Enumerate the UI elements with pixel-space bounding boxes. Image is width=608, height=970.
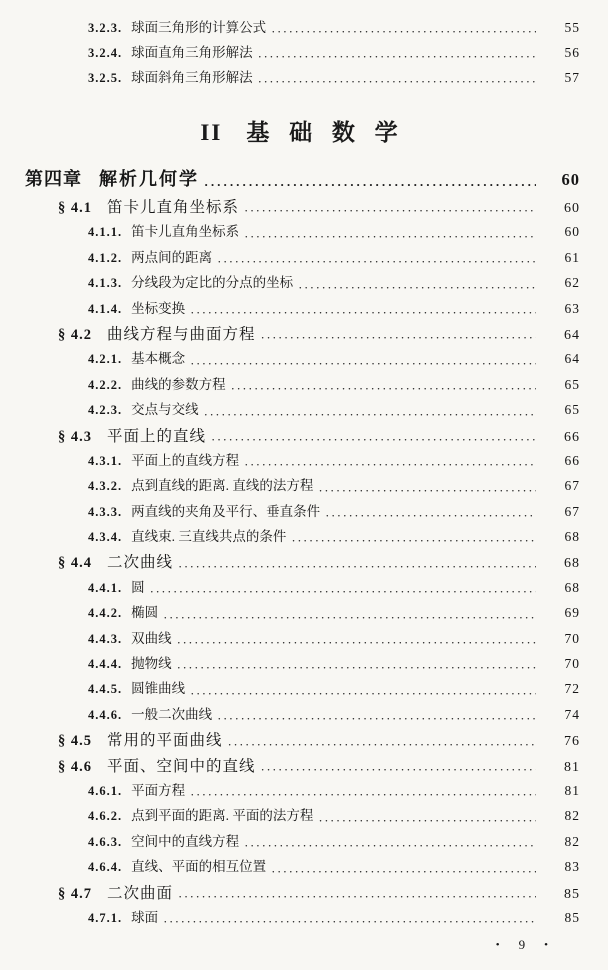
entry-title: 抛物线 bbox=[131, 656, 172, 672]
footer-page-number: 9 bbox=[518, 937, 526, 953]
entry-page-number: 57 bbox=[564, 70, 580, 85]
toc-row bbox=[25, 754, 580, 779]
entry-page-number: 85 bbox=[564, 886, 580, 902]
entry-title: 平面上的直线方程 bbox=[131, 452, 240, 468]
dot-leader bbox=[258, 75, 536, 88]
toc-top-section bbox=[25, 16, 580, 91]
toc-row bbox=[25, 500, 580, 525]
dot-leader bbox=[190, 788, 536, 801]
toc-row bbox=[25, 373, 580, 398]
entry-page-number: 74 bbox=[564, 706, 580, 722]
dot-leader bbox=[228, 738, 536, 751]
part-heading bbox=[25, 114, 580, 149]
dot-leader bbox=[231, 382, 536, 395]
toc-row bbox=[25, 677, 580, 702]
dot-leader bbox=[190, 306, 536, 319]
entry-title: 圆锥曲线 bbox=[131, 681, 186, 697]
toc-row bbox=[25, 550, 580, 575]
dot-leader bbox=[244, 458, 536, 471]
entry-label: 4.3.3. bbox=[88, 504, 123, 519]
entry-label: 4.4.6. bbox=[88, 707, 123, 722]
dot-leader bbox=[178, 890, 536, 903]
entry-label: § 4.6 bbox=[58, 758, 92, 775]
dot-leader bbox=[150, 585, 536, 598]
entry-label: 4.6.4. bbox=[88, 860, 123, 875]
entry-title: 一般二次曲线 bbox=[131, 706, 213, 722]
entry-title: 点到平面的距离. 平面的法方程 bbox=[131, 808, 314, 824]
entry-label: 3.2.3. bbox=[88, 21, 123, 35]
entry-title: 坐标变换 bbox=[131, 300, 186, 316]
toc-row bbox=[25, 728, 580, 753]
entry-page-number: 81 bbox=[564, 782, 580, 798]
entry-page-number: 70 bbox=[564, 656, 580, 672]
entry-label: § 4.3 bbox=[58, 428, 92, 445]
entry-page-number: 64 bbox=[564, 327, 580, 343]
entry-label: § 4.7 bbox=[58, 885, 92, 902]
toc-row bbox=[25, 322, 580, 347]
toc-row bbox=[25, 41, 580, 66]
entry-label: 3.2.4. bbox=[88, 46, 123, 60]
entry-page-number: 76 bbox=[564, 734, 580, 750]
entry-title: 平面、空间中的直线 bbox=[107, 757, 256, 775]
toc-row bbox=[25, 271, 580, 296]
dot-leader bbox=[318, 814, 536, 827]
entry-page-number: 70 bbox=[564, 630, 580, 646]
entry-label: 4.6.1. bbox=[88, 783, 123, 798]
entry-page-number: 83 bbox=[564, 859, 580, 875]
entry-label: 4.3.2. bbox=[88, 479, 123, 494]
dot-leader bbox=[204, 178, 536, 191]
entry-page-number: 68 bbox=[564, 556, 580, 572]
entry-page-number: 65 bbox=[564, 376, 580, 392]
toc-row bbox=[25, 66, 580, 91]
entry-label: § 4.2 bbox=[58, 326, 92, 343]
dot-leader bbox=[163, 611, 536, 624]
entry-page-number: 82 bbox=[564, 808, 580, 824]
entry-title: 曲线的参数方程 bbox=[131, 376, 226, 392]
footer-right-dot-icon: • bbox=[544, 939, 548, 952]
entry-title: 双曲线 bbox=[131, 630, 172, 646]
entry-title: 球面三角形的计算公式 bbox=[131, 20, 267, 35]
entry-page-number: 85 bbox=[564, 909, 580, 925]
entry-title: 椭圆 bbox=[131, 605, 159, 621]
toc-row bbox=[25, 16, 580, 41]
entry-title: 笛卡儿直角坐标系 bbox=[107, 199, 240, 216]
entry-title: 空间中的直线方程 bbox=[131, 833, 240, 849]
entry-page-number: 64 bbox=[564, 351, 580, 367]
entry-page-number: 55 bbox=[564, 20, 580, 35]
toc-row bbox=[25, 830, 580, 855]
entry-title: 直线、平面的相互位置 bbox=[131, 859, 267, 875]
toc-row bbox=[25, 297, 580, 322]
entry-page-number: 66 bbox=[564, 452, 580, 468]
toc-row bbox=[25, 424, 580, 449]
entry-title: 平面上的直线 bbox=[107, 427, 207, 445]
entry-label: 4.3.4. bbox=[88, 530, 123, 545]
toc-row bbox=[25, 804, 580, 829]
dot-leader bbox=[178, 560, 536, 573]
entry-label: 3.2.5. bbox=[88, 71, 123, 85]
entry-page-number: 67 bbox=[564, 478, 580, 494]
dot-leader bbox=[244, 839, 536, 852]
dot-leader bbox=[204, 408, 536, 421]
dot-leader bbox=[271, 865, 536, 878]
entry-page-number: 60 bbox=[564, 201, 580, 216]
entry-page-number: 60 bbox=[564, 224, 580, 240]
page-footer bbox=[25, 936, 580, 954]
entry-title: 两点间的距离 bbox=[131, 249, 213, 265]
entry-label: 4.3.1. bbox=[88, 453, 123, 468]
dot-leader bbox=[177, 636, 536, 649]
toc-row bbox=[25, 449, 580, 474]
entry-title: 球面斜角三角形解法 bbox=[131, 70, 253, 85]
dot-leader bbox=[217, 712, 536, 725]
entry-page-number: 81 bbox=[564, 759, 580, 775]
entry-label: 4.4.2. bbox=[88, 606, 123, 621]
toc-row bbox=[25, 474, 580, 499]
entry-title: 基本概念 bbox=[131, 351, 186, 367]
entry-page-number: 56 bbox=[564, 45, 580, 60]
entry-page-number: 72 bbox=[564, 681, 580, 697]
entry-label: 4.4.1. bbox=[88, 580, 123, 595]
toc-main-section bbox=[25, 165, 580, 931]
dot-leader bbox=[258, 50, 536, 63]
entry-page-number: 68 bbox=[564, 579, 580, 595]
dot-leader bbox=[325, 509, 536, 522]
entry-page-number: 67 bbox=[564, 503, 580, 519]
toc-row bbox=[25, 703, 580, 728]
entry-title: 圆 bbox=[131, 579, 145, 595]
entry-title: 常用的平面曲线 bbox=[107, 732, 223, 750]
entry-label: 4.1.1. bbox=[88, 225, 123, 240]
entry-label: 4.1.3. bbox=[88, 276, 123, 291]
entry-label: 4.7.1. bbox=[88, 910, 123, 925]
entry-title: 笛卡儿直角坐标系 bbox=[131, 224, 240, 240]
toc-row bbox=[25, 906, 580, 931]
toc-row bbox=[25, 246, 580, 271]
entry-page-number: 69 bbox=[564, 605, 580, 621]
entry-title: 二次曲线 bbox=[107, 554, 174, 572]
entry-title: 球面直角三角形解法 bbox=[131, 45, 253, 60]
toc-row bbox=[25, 398, 580, 423]
toc-row bbox=[25, 525, 580, 550]
dot-leader bbox=[190, 357, 536, 370]
dot-leader bbox=[217, 255, 536, 268]
entry-label: 4.1.4. bbox=[88, 301, 123, 316]
toc-row bbox=[25, 881, 580, 906]
entry-label: 4.2.2. bbox=[88, 377, 123, 392]
entry-page-number: 61 bbox=[564, 249, 580, 265]
entry-label: 4.4.4. bbox=[88, 657, 123, 672]
entry-title: 二次曲面 bbox=[107, 884, 174, 902]
entry-title: 分线段为定比的分点的坐标 bbox=[131, 275, 294, 291]
entry-title: 解析几何学 bbox=[99, 169, 199, 189]
dot-leader bbox=[211, 433, 536, 446]
dot-leader bbox=[261, 331, 536, 344]
part-numeral: II bbox=[200, 120, 223, 145]
dot-leader bbox=[318, 484, 536, 497]
dot-leader bbox=[261, 763, 536, 776]
entry-label: § 4.5 bbox=[58, 733, 92, 750]
entry-title: 点到直线的距离. 直线的法方程 bbox=[131, 478, 314, 494]
entry-title: 平面方程 bbox=[131, 782, 186, 798]
dot-leader bbox=[291, 534, 536, 547]
entry-page-number: 68 bbox=[564, 529, 580, 545]
toc-row bbox=[25, 347, 580, 372]
dot-leader bbox=[298, 281, 536, 294]
dot-leader bbox=[177, 661, 536, 674]
toc-row bbox=[25, 779, 580, 804]
entry-label: 4.6.2. bbox=[88, 809, 123, 824]
toc-row bbox=[25, 627, 580, 652]
toc-row bbox=[25, 855, 580, 880]
entry-label: 4.2.1. bbox=[88, 352, 123, 367]
entry-label: 4.1.2. bbox=[88, 250, 123, 265]
entry-title: 两直线的夹角及平行、垂直条件 bbox=[131, 503, 321, 519]
dot-leader bbox=[190, 687, 536, 700]
dot-leader bbox=[244, 204, 536, 217]
toc-row bbox=[25, 220, 580, 245]
entry-page-number: 66 bbox=[564, 429, 580, 445]
entry-page-number: 63 bbox=[564, 300, 580, 316]
toc-row bbox=[25, 576, 580, 601]
toc-row bbox=[25, 652, 580, 677]
dot-leader bbox=[244, 230, 536, 243]
entry-title: 球面 bbox=[131, 909, 159, 925]
entry-label: 4.4.3. bbox=[88, 631, 123, 646]
entry-page-number: 62 bbox=[564, 275, 580, 291]
dot-leader bbox=[163, 915, 536, 928]
entry-page-number: 65 bbox=[564, 402, 580, 418]
toc-row bbox=[25, 601, 580, 626]
entry-page-number: 60 bbox=[561, 170, 580, 189]
entry-label: 4.4.5. bbox=[88, 682, 123, 697]
part-title: 基 础 数 学 bbox=[246, 120, 405, 145]
entry-title: 曲线方程与曲面方程 bbox=[107, 325, 256, 343]
toc-row bbox=[25, 165, 580, 195]
entry-label: 第四章 bbox=[25, 169, 82, 189]
entry-page-number: 82 bbox=[564, 833, 580, 849]
entry-title: 交点与交线 bbox=[131, 402, 199, 418]
entry-label: 4.6.3. bbox=[88, 834, 123, 849]
footer-left-dot-icon: • bbox=[495, 939, 500, 952]
toc-row bbox=[25, 195, 580, 220]
entry-label: § 4.1 bbox=[58, 200, 92, 216]
entry-title: 直线束. 三直线共点的条件 bbox=[131, 529, 287, 545]
entry-label: 4.2.3. bbox=[88, 403, 123, 418]
entry-label: § 4.4 bbox=[58, 555, 92, 572]
dot-leader bbox=[271, 25, 536, 38]
